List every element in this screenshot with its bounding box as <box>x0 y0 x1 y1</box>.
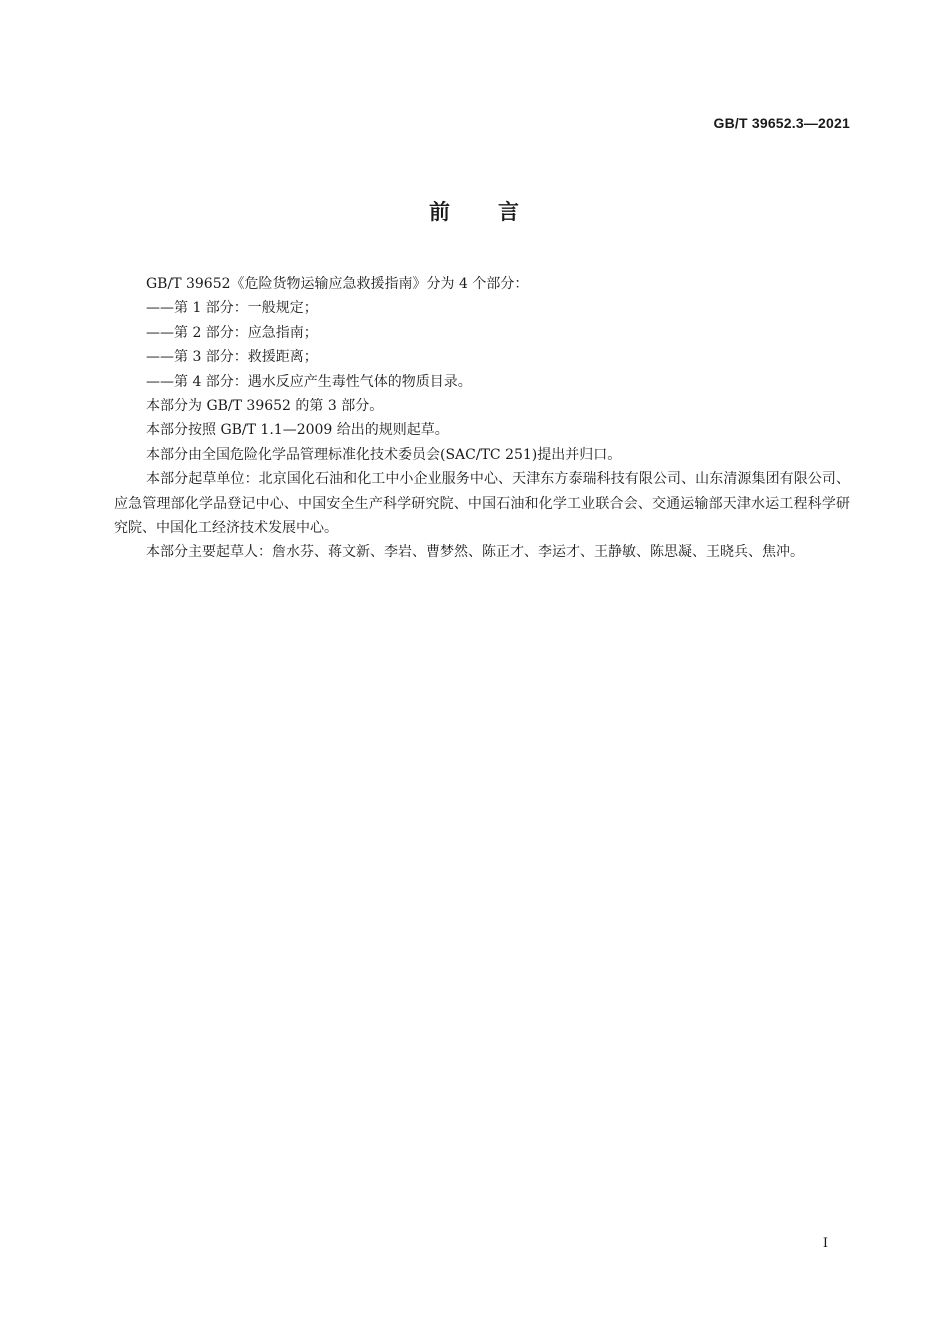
title-char-2: 言 <box>498 200 521 224</box>
document-code: GB/T 39652.3—2021 <box>713 115 850 131</box>
paragraph-part-1: ——第 1 部分：一般规定； <box>146 300 318 317</box>
paragraph-this-part: 本部分为 GB/T 39652 的第 3 部分。 <box>146 398 384 415</box>
paragraph-drafting-rules: 本部分按照 GB/T 1.1—2009 给出的规则起草。 <box>146 422 449 439</box>
page-number: I <box>822 1236 828 1251</box>
paragraph-intro: GB/T 39652《危险货物运输应急救援指南》分为 4 个部分： <box>146 276 529 292</box>
paragraph-part-3: ——第 3 部分：救援距离； <box>146 349 318 366</box>
page-title <box>0 196 950 226</box>
paragraph-drafting-units: 本部分起草单位：北京国化石油和化工中小企业服务中心、天津东方泰瑞科技有限公司、山东清源集团有限公司、应急管理部化学品登记中心、中国安全生产科学研究院、中国石油和化学工业联合会、交通运输部天津水运工程科学研究院、中国化工经济技术发展中心。 <box>114 471 850 537</box>
paragraph-part-4: ——第 4 部分：遇水反应产生毒性气体的物质目录。 <box>146 373 472 390</box>
paragraph-part-2: ——第 2 部分：应急指南； <box>146 324 318 341</box>
title-char-1: 前 <box>429 200 452 224</box>
foreword-body <box>114 272 850 565</box>
paragraph-drafters: 本部分主要起草人：詹水芬、蒋文新、李岩、曹梦然、陈正才、李运才、王静敏、陈思凝、王晓兵、焦冲。 <box>146 544 804 561</box>
paragraph-proposer: 本部分由全国危险化学品管理标准化技术委员会(SAC/TC 251)提出并归口。 <box>146 446 622 463</box>
